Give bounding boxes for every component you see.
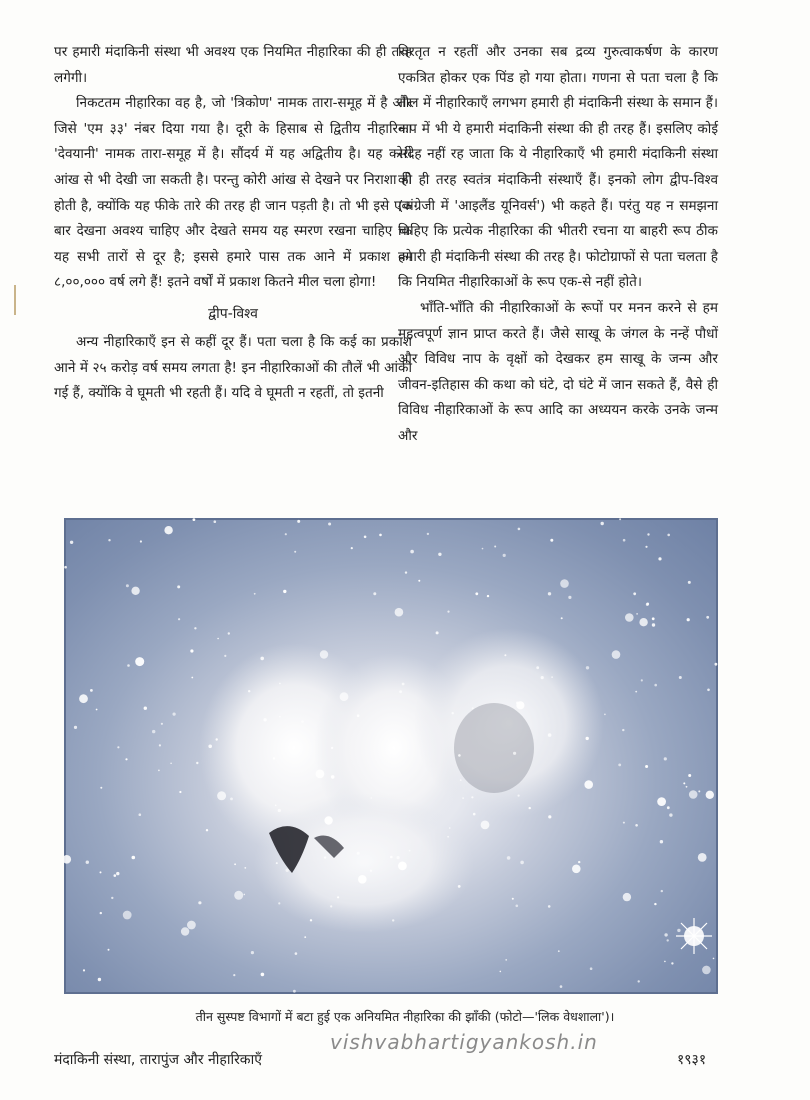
star bbox=[458, 885, 461, 888]
star bbox=[520, 861, 524, 865]
star bbox=[473, 813, 476, 816]
star bbox=[677, 929, 680, 932]
star bbox=[191, 677, 193, 679]
star bbox=[276, 862, 278, 864]
star bbox=[449, 827, 451, 829]
star bbox=[482, 548, 484, 550]
star bbox=[633, 592, 636, 595]
star bbox=[683, 782, 685, 784]
star bbox=[409, 850, 411, 852]
star bbox=[316, 770, 325, 779]
star bbox=[623, 539, 626, 542]
star bbox=[452, 712, 454, 714]
star bbox=[206, 829, 208, 831]
star bbox=[715, 663, 718, 666]
star bbox=[505, 959, 507, 961]
star bbox=[331, 747, 333, 749]
star bbox=[494, 546, 496, 548]
star bbox=[513, 752, 516, 755]
star bbox=[507, 856, 511, 860]
star bbox=[686, 786, 688, 788]
star bbox=[161, 723, 163, 725]
star bbox=[572, 865, 581, 874]
star bbox=[108, 539, 110, 541]
star bbox=[512, 898, 514, 900]
star bbox=[447, 611, 449, 613]
star bbox=[635, 691, 637, 693]
star bbox=[194, 627, 196, 629]
star bbox=[402, 683, 405, 686]
star bbox=[625, 613, 634, 622]
star bbox=[548, 592, 551, 595]
star bbox=[590, 967, 593, 970]
star bbox=[654, 684, 657, 687]
star bbox=[64, 855, 71, 864]
star bbox=[687, 618, 690, 621]
star bbox=[516, 905, 519, 908]
star bbox=[652, 623, 655, 626]
star bbox=[234, 863, 236, 865]
star bbox=[70, 541, 73, 544]
star bbox=[399, 690, 402, 693]
scan-margin-mark bbox=[14, 285, 16, 315]
star bbox=[170, 763, 172, 765]
star bbox=[516, 702, 519, 705]
star bbox=[558, 950, 560, 952]
star bbox=[373, 592, 376, 595]
star bbox=[623, 822, 625, 824]
paragraph: भाँति-भाँति की नीहारिकाओं के रूपों पर मनन करने से हम महत्वपूर्ण ज्ञान प्राप्त करते हैं। जैसे साखू के जंगल के नन्हें पौधों और विविध नाप के वृक्षों को देखकर हम साखू के जन्म और जीवन-इतिहास की कथा को घंटे, दो घंटे में जान सकते हैं, वैसे ही विविध नीहारिकाओं के रूप आदि का अध्ययन करके उनके जन्म और bbox=[398, 299, 718, 444]
star bbox=[187, 921, 196, 930]
star bbox=[261, 973, 265, 977]
star bbox=[179, 791, 181, 793]
star bbox=[294, 551, 296, 553]
star bbox=[108, 949, 110, 951]
star bbox=[410, 550, 414, 554]
star bbox=[660, 840, 663, 843]
star bbox=[125, 758, 127, 760]
star bbox=[679, 676, 682, 679]
star bbox=[475, 592, 478, 595]
paragraph: पर हमारी मंदाकिनी संस्था भी अवश्य एक नियमित नीहारिका की ही तरह लगेगी। bbox=[54, 44, 412, 86]
star bbox=[86, 861, 89, 864]
star bbox=[214, 520, 217, 523]
star bbox=[390, 856, 393, 859]
star bbox=[550, 539, 553, 542]
star bbox=[127, 664, 130, 667]
star bbox=[208, 745, 212, 749]
star bbox=[273, 757, 275, 759]
star bbox=[286, 869, 289, 872]
star bbox=[98, 978, 101, 981]
star bbox=[654, 903, 656, 905]
star bbox=[244, 867, 246, 869]
section-heading: द्वीप-विश्व bbox=[208, 305, 258, 322]
figure-caption: तीन सुस्पष्ट विभागों में बटा हुई एक अनियमित नीहारिका की झाँकी (फोटो—'लिक वेधशाला')। bbox=[195, 1009, 615, 1024]
star bbox=[126, 584, 129, 587]
star bbox=[116, 872, 119, 875]
star bbox=[657, 797, 666, 806]
star bbox=[158, 770, 160, 772]
star bbox=[619, 518, 621, 520]
star bbox=[96, 709, 98, 711]
star bbox=[623, 893, 631, 901]
star bbox=[405, 571, 407, 573]
star bbox=[331, 775, 335, 779]
star bbox=[706, 616, 709, 619]
star bbox=[418, 580, 420, 582]
star bbox=[263, 718, 266, 721]
star bbox=[358, 875, 367, 884]
star bbox=[518, 795, 520, 797]
star bbox=[244, 894, 246, 896]
star bbox=[140, 540, 142, 542]
star bbox=[584, 780, 593, 789]
star bbox=[370, 797, 372, 799]
star bbox=[698, 790, 700, 792]
star bbox=[79, 694, 88, 703]
star bbox=[395, 608, 404, 617]
star bbox=[64, 566, 67, 569]
star bbox=[279, 683, 281, 685]
page-number: १९३१ bbox=[677, 1052, 707, 1068]
star bbox=[370, 870, 372, 872]
star bbox=[297, 520, 300, 523]
star bbox=[100, 912, 102, 914]
star bbox=[144, 707, 147, 710]
star bbox=[438, 553, 441, 556]
star bbox=[503, 554, 506, 557]
star bbox=[159, 744, 161, 746]
star bbox=[481, 821, 490, 830]
star bbox=[283, 590, 286, 593]
star bbox=[548, 733, 552, 737]
star bbox=[618, 764, 621, 767]
star bbox=[310, 919, 312, 921]
star bbox=[198, 901, 201, 904]
star bbox=[560, 985, 563, 988]
star bbox=[248, 690, 250, 692]
running-footer-title: मंदाकिनी संस्था, तारापुंज और नीहारिकाएँ bbox=[54, 1052, 262, 1068]
star bbox=[698, 853, 707, 862]
star bbox=[337, 896, 339, 898]
star bbox=[251, 951, 254, 954]
star bbox=[131, 587, 139, 595]
star bbox=[398, 862, 407, 871]
star bbox=[551, 676, 553, 678]
star bbox=[471, 796, 473, 798]
star bbox=[667, 806, 670, 809]
star bbox=[230, 798, 233, 801]
star bbox=[604, 714, 606, 716]
star bbox=[135, 657, 144, 666]
star bbox=[664, 961, 666, 963]
star bbox=[647, 533, 649, 535]
left-column bbox=[54, 40, 412, 407]
star bbox=[234, 891, 243, 900]
star bbox=[351, 547, 353, 549]
star bbox=[233, 974, 235, 976]
star bbox=[196, 762, 198, 764]
star bbox=[139, 813, 142, 816]
star bbox=[90, 689, 93, 692]
star bbox=[462, 797, 464, 799]
star bbox=[667, 534, 670, 537]
star bbox=[645, 546, 647, 548]
star bbox=[635, 824, 638, 827]
star bbox=[364, 536, 367, 539]
star bbox=[132, 856, 136, 860]
watermark: vishvabhartigyankosh.in bbox=[330, 1030, 598, 1054]
star bbox=[636, 613, 638, 615]
star bbox=[472, 707, 474, 709]
star bbox=[74, 726, 77, 729]
star bbox=[397, 856, 400, 859]
star bbox=[436, 631, 439, 634]
star bbox=[664, 757, 667, 760]
star bbox=[278, 809, 281, 812]
star bbox=[669, 813, 672, 816]
star bbox=[536, 666, 539, 669]
star bbox=[278, 902, 280, 904]
star bbox=[487, 595, 489, 597]
star bbox=[713, 958, 715, 960]
star bbox=[586, 666, 589, 669]
star bbox=[529, 807, 531, 809]
star bbox=[667, 939, 669, 941]
star bbox=[279, 716, 281, 718]
star bbox=[518, 528, 521, 531]
star bbox=[83, 969, 85, 971]
star bbox=[702, 966, 711, 975]
star bbox=[260, 657, 264, 661]
star bbox=[193, 518, 196, 521]
star bbox=[117, 746, 119, 748]
star bbox=[320, 650, 328, 658]
star bbox=[100, 787, 102, 789]
star bbox=[586, 737, 589, 740]
star bbox=[228, 632, 230, 634]
star bbox=[688, 774, 691, 777]
star bbox=[164, 526, 172, 534]
star bbox=[612, 650, 621, 659]
star bbox=[152, 730, 155, 733]
star bbox=[504, 654, 506, 656]
star bbox=[324, 856, 326, 858]
star bbox=[177, 585, 180, 588]
star bbox=[561, 617, 563, 619]
star bbox=[301, 720, 304, 723]
star bbox=[216, 738, 218, 740]
star bbox=[548, 815, 551, 818]
star bbox=[578, 861, 580, 863]
star bbox=[458, 754, 461, 757]
nebula-photograph bbox=[64, 518, 718, 994]
star bbox=[671, 962, 673, 964]
star bbox=[224, 655, 226, 657]
paragraph: निकटतम नीहारिका वह है, जो 'त्रिकोण' नामक तारा-समूह में है और जिसे 'एम ३३' नंबर दिया गया है। दूरी के हिसाब से द्वितीय नीहारिका 'देवयानी' नामक तारा-समूह में है। सौंदर्य में यह अद्वितीय है। यह कोरी आंख से भी देखी जा सकती है। परन्तु कोरी आंख से देखने पर निराशा ही होती है, क्योंकि यह फीके तारे की तरह ही जान पड़ती है। तो भी इसे एक बार देखना अवश्य चाहिए और देखते समय यह स्मरण रखना चाहिए कि यह सभी तारों से दूर है; इससे हमारे पास तक आने में प्रकाश को ८,००,००० वर्ष लगे हैं! इतने वर्षों में प्रकाश कितने मील चला होगा! bbox=[54, 95, 412, 291]
star bbox=[664, 933, 667, 936]
star bbox=[638, 980, 640, 982]
right-column bbox=[398, 40, 718, 450]
star bbox=[173, 713, 176, 716]
star bbox=[646, 603, 649, 606]
star bbox=[285, 533, 287, 535]
nebula-lobes bbox=[199, 628, 604, 933]
star bbox=[601, 522, 604, 525]
star bbox=[275, 805, 277, 807]
paragraph: अन्य नीहारिकाएँ इन से कहीं दूर हैं। पता चला है कि कई का प्रकाश आने में २५ करोड़ वर्ष समय लगता है! इन नीहारिकाओं की तौलें भी आंकी गई हैं, क्योंकि वे घूमती भी रहती हैं। यदि वे घूमती न रहतीं, तो इतनी bbox=[54, 333, 412, 402]
star bbox=[293, 990, 296, 993]
star bbox=[340, 692, 349, 701]
star bbox=[123, 911, 132, 920]
star bbox=[295, 952, 298, 955]
star bbox=[114, 874, 117, 877]
star bbox=[304, 936, 306, 938]
star bbox=[658, 557, 661, 560]
star bbox=[460, 779, 462, 781]
star bbox=[328, 523, 331, 526]
star bbox=[622, 729, 624, 731]
star bbox=[181, 927, 189, 935]
star bbox=[661, 890, 663, 892]
star bbox=[560, 579, 569, 588]
star bbox=[427, 533, 429, 535]
star bbox=[706, 791, 714, 799]
star bbox=[500, 971, 502, 973]
star bbox=[254, 593, 256, 595]
star bbox=[639, 618, 647, 626]
star bbox=[548, 905, 551, 908]
star bbox=[217, 638, 219, 640]
star bbox=[111, 897, 113, 899]
bright-star bbox=[676, 918, 712, 954]
star bbox=[541, 676, 544, 679]
star bbox=[392, 919, 394, 921]
star bbox=[568, 596, 571, 599]
star bbox=[447, 836, 449, 838]
star bbox=[100, 871, 102, 873]
star bbox=[652, 617, 655, 620]
star bbox=[178, 618, 180, 620]
star bbox=[324, 816, 332, 824]
star bbox=[357, 714, 360, 717]
star bbox=[357, 852, 360, 855]
star bbox=[217, 791, 226, 800]
star bbox=[641, 679, 643, 681]
star bbox=[689, 790, 698, 799]
star bbox=[379, 534, 382, 537]
star bbox=[645, 765, 648, 768]
nebula-illustration bbox=[64, 518, 718, 994]
star bbox=[190, 649, 193, 652]
star bbox=[330, 905, 332, 907]
star bbox=[707, 689, 710, 692]
paragraph: विरतृत न रहतीं और उनका सब द्रव्य गुरुत्वाकर्षण के कारण एकत्रित होकर एक पिंड हो गया होता। गणना से पता चला है कि तौल में नीहारिकाएँ लगभग हमारी ही मंदाकिनी संस्था के समान हैं। नाप में भी ये हमारी मंदाकिनी संस्था की ही तरह हैं। इसलिए कोई संदेह नहीं रह जाता कि ये नीहारिकाएँ भी हमारी मंदाकिनी संस्था की ही तरह स्वतंत्र मंदाकिनी संस्थाएँ हैं। इनको लोग द्वीप-विश्व (अंग्रेजी में 'आइलैंड यूनिवर्स') भी कहते हैं। परंतु यह न समझना चाहिए कि प्रत्येक नीहारिका की भीतरी रचना या बाहरी रूप ठीक हमारी ही मंदाकिनी संस्था की तरह है। फोटोग्राफों से पता चलता है कि नियमित नीहारिकाओं के रूप एक-से नहीं होते। bbox=[398, 44, 718, 291]
star bbox=[688, 581, 691, 584]
